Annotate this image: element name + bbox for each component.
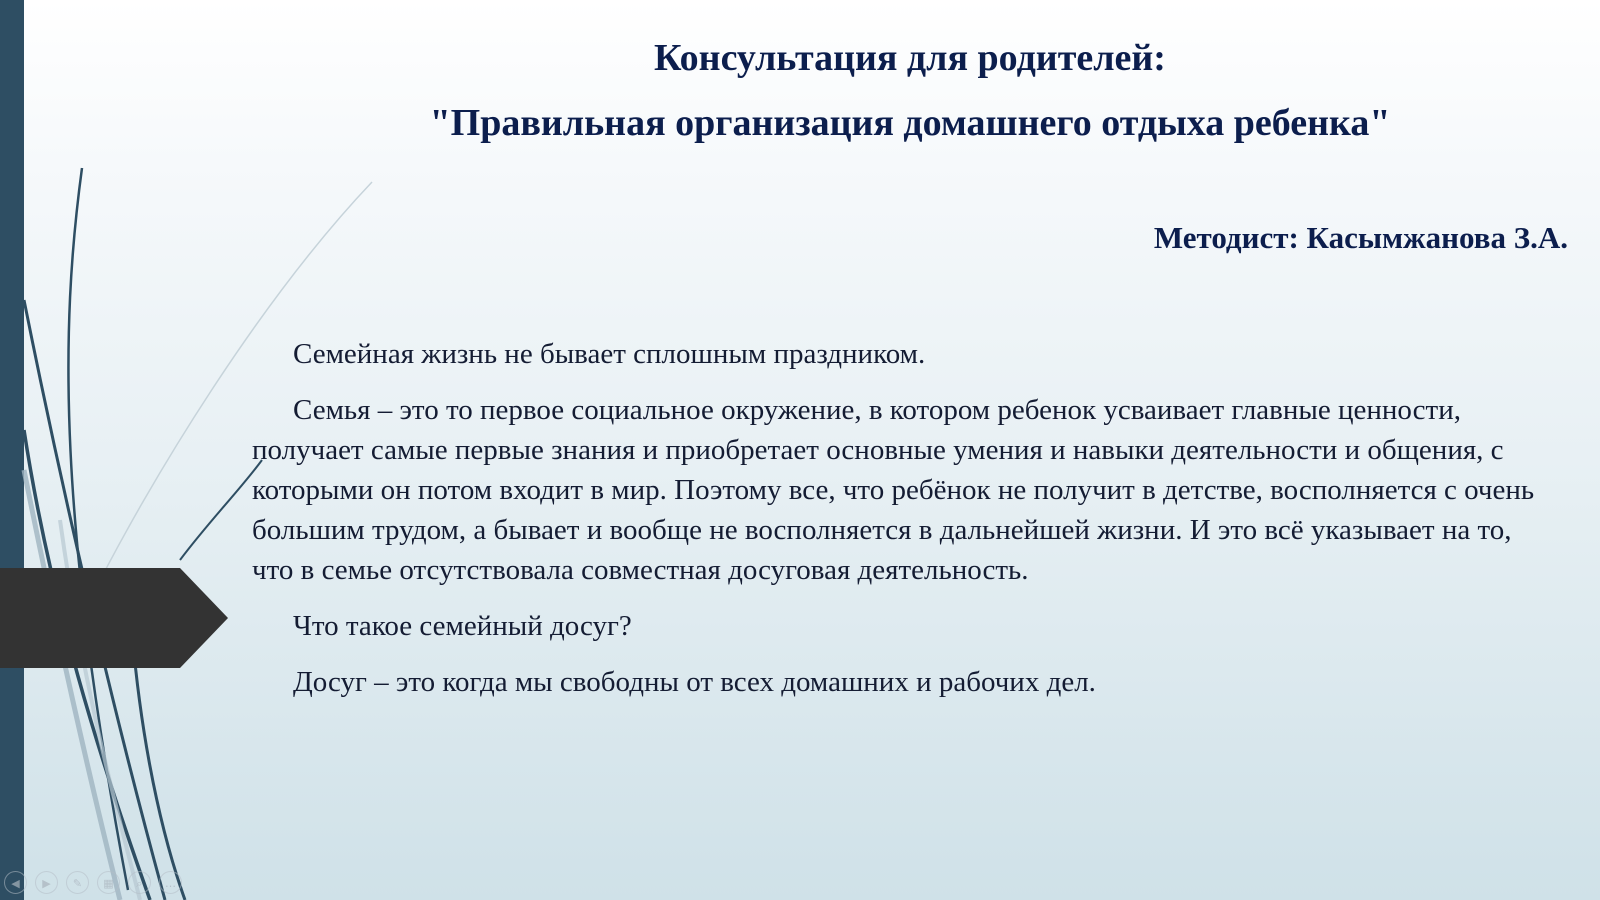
- pen-icon[interactable]: ✎: [66, 871, 89, 894]
- previous-slide-icon[interactable]: ◀: [4, 871, 27, 894]
- slide-body-text: [252, 334, 1542, 718]
- slide-title-line-2: "Правильная организация домашнего отдыха ребенка": [429, 102, 1391, 144]
- zoom-icon[interactable]: ⌕: [128, 871, 151, 894]
- paragraph-3: Что такое семейный досуг?: [293, 610, 632, 642]
- arrow-ribbon-shape: [0, 0, 240, 900]
- slide-title-line-1: Консультация для родителей:: [654, 37, 1166, 79]
- more-options-icon[interactable]: …: [159, 871, 182, 894]
- paragraph-2: Семья – это то первое социальное окружение, в котором ребенок усваивает главные ценности, получает самые первые знания и приобретает основные умения и навыки деятельности и общения, с которыми он потом входит в мир. Поэтому все, что ребёнок не получит в детстве, восполняется с очень большим трудом, а бывает и вообще не восполняется в дальнейшей жизни. И это всё указывает на то, что в семье отсутствовала совместная досуговая деятельность.: [252, 394, 1535, 586]
- slides-grid-icon[interactable]: ▦: [97, 871, 120, 894]
- next-slide-icon[interactable]: ▶: [35, 871, 58, 894]
- author-credit: Методист: Касымжанова З.А.: [1153, 220, 1568, 255]
- paragraph-1: Семейная жизнь не бывает сплошным праздником.: [293, 338, 926, 370]
- slideshow-controls: [4, 871, 182, 894]
- paragraph-4: Досуг – это когда мы свободны от всех домашних и рабочих дел.: [293, 666, 1096, 698]
